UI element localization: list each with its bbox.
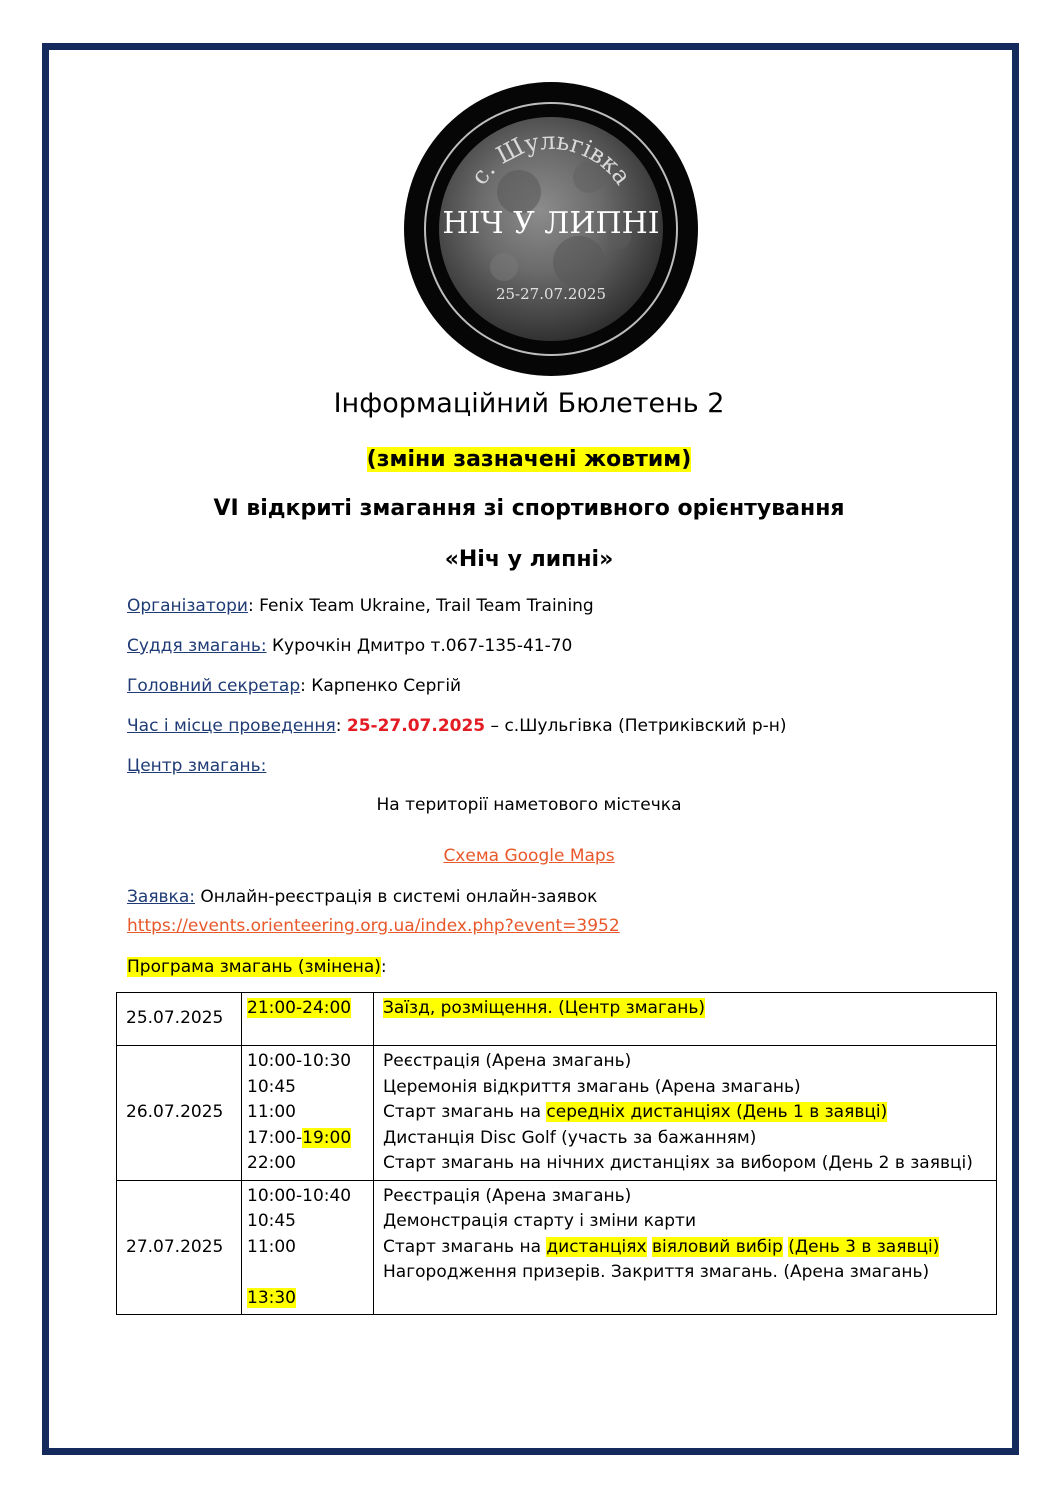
day2-desc-cell bbox=[374, 1046, 997, 1181]
day3-desc-3-d: (День 3 в заявці) bbox=[788, 1236, 940, 1257]
changes-note: (зміни зазначені жовтим) bbox=[366, 447, 692, 472]
application-label: Заявка: bbox=[127, 887, 195, 907]
time-place-row: Час і місце проведення: 25-27.07.2025 – с.Шульгівка (Петриківский р-н) bbox=[127, 716, 787, 736]
day3-date: 27.07.2025 bbox=[117, 1180, 242, 1315]
judge-row bbox=[127, 636, 572, 656]
day2-time-5: 22:00 bbox=[247, 1153, 296, 1173]
google-maps-link[interactable]: Схема Google Maps bbox=[443, 846, 615, 866]
secretary-label: Головний секретар bbox=[127, 676, 301, 696]
time-place-value: – с.Шульгівка (Петриківский р-н) bbox=[485, 716, 787, 736]
day3-time-4: 13:30 bbox=[247, 1287, 296, 1308]
day2-desc-3 bbox=[383, 1100, 987, 1126]
program-heading: Програма змагань (змінена): bbox=[127, 957, 387, 977]
day2-time-1: 10:00-10:30 bbox=[247, 1051, 352, 1071]
organizers-value: Fenix Team Ukraine, Trail Team Training bbox=[253, 596, 594, 616]
application-value: Онлайн-реєстрація в системі онлайн-заявок bbox=[194, 887, 598, 907]
center-row bbox=[127, 756, 266, 776]
day2-time-4-start: 17:00- bbox=[247, 1127, 303, 1148]
day3-times bbox=[242, 1180, 374, 1315]
time-place-label: Час і місце проведення bbox=[127, 716, 336, 736]
application-row bbox=[127, 887, 597, 907]
day3-time-1: 10:00-10:40 bbox=[247, 1185, 352, 1206]
day2-time-4 bbox=[247, 1126, 364, 1152]
judge-value: Курочкін Дмитро т.067-135-41-70 bbox=[266, 636, 573, 656]
judge-label: Суддя змагань: bbox=[127, 636, 267, 656]
center-label: Центр змагань: bbox=[127, 756, 267, 776]
day2-desc-2: Церемонія відкриття змагань (Арена змагань) bbox=[383, 1076, 801, 1097]
time-place-dates: 25-27.07.2025 bbox=[346, 716, 486, 736]
secretary-row: Головний секретар: Карпенко Сергій bbox=[127, 676, 462, 696]
event-title: «Ніч у липні» bbox=[444, 547, 614, 572]
table-row bbox=[117, 1180, 997, 1315]
day2-time-3: 11:00 bbox=[247, 1102, 296, 1122]
registration-link[interactable]: https://events.orienteering.org.ua/index.php?event=3952 bbox=[127, 916, 620, 936]
event-logo bbox=[404, 82, 698, 376]
program-table bbox=[116, 992, 997, 1315]
day3-desc-3 bbox=[383, 1235, 987, 1261]
day2-time-4-end: 19:00 bbox=[302, 1127, 352, 1148]
day1-date: 25.07.2025 bbox=[117, 993, 242, 1046]
day1-desc-cell bbox=[374, 993, 997, 1046]
bulletin-title: Інформаційний Бюлетень 2 bbox=[333, 388, 725, 419]
day3-time-3: 11:00 bbox=[247, 1236, 296, 1257]
day3-desc-cell bbox=[374, 1180, 997, 1315]
day2-date: 26.07.2025 bbox=[117, 1046, 242, 1181]
day2-desc-1: Реєстрація (Арена змагань) bbox=[383, 1051, 632, 1071]
day3-desc-3-b: дистанціях bbox=[546, 1236, 647, 1257]
organizers-label: Організатори bbox=[127, 596, 248, 616]
event-name: VI відкриті змагання зі спортивного орієнтування bbox=[213, 496, 845, 521]
day2-desc-3-b: середніх дистанціях (День 1 в заявці) bbox=[546, 1102, 888, 1122]
day3-time-2: 10:45 bbox=[247, 1211, 296, 1231]
secretary-value: Карпенко Сергій bbox=[305, 676, 462, 696]
logo-dates: 25-27.07.2025 bbox=[495, 285, 607, 303]
day2-desc-3-a: Старт змагань на bbox=[383, 1102, 547, 1122]
center-value: На території наметового містечка bbox=[376, 795, 682, 815]
day3-desc-3-c: віяловий вибір bbox=[651, 1236, 783, 1257]
day1-time: 21:00-24:00 bbox=[247, 998, 352, 1018]
program-label: Програма змагань (змінена) bbox=[127, 957, 381, 977]
day2-time-2: 10:45 bbox=[247, 1076, 296, 1097]
day3-desc-3-a: Старт змагань на bbox=[383, 1236, 547, 1257]
day3-desc-1: Реєстрація (Арена змагань) bbox=[383, 1185, 632, 1206]
day2-times bbox=[242, 1046, 374, 1181]
organizers-row: Організатори: Fenix Team Ukraine, Trail Team Training bbox=[127, 596, 594, 616]
day1-times bbox=[242, 993, 374, 1046]
day2-desc-5: Старт змагань на нічних дистанціях за вибором (День 2 в заявці) bbox=[383, 1153, 973, 1173]
logo-title: НІЧ У ЛИПНІ bbox=[442, 206, 660, 241]
day3-desc-4: Нагородження призерів. Закриття змагань. (Арена змагань) bbox=[383, 1262, 930, 1282]
day3-desc-2: Демонстрація старту і зміни карти bbox=[383, 1211, 696, 1231]
day2-desc-4: Дистанція Disc Golf (участь за бажанням) bbox=[383, 1127, 757, 1148]
table-row bbox=[117, 1046, 997, 1181]
day1-desc: Заїзд, розміщення. (Центр змагань) bbox=[383, 998, 706, 1018]
logo-village: с. Шульгівка bbox=[465, 126, 637, 191]
table-row bbox=[117, 993, 997, 1046]
